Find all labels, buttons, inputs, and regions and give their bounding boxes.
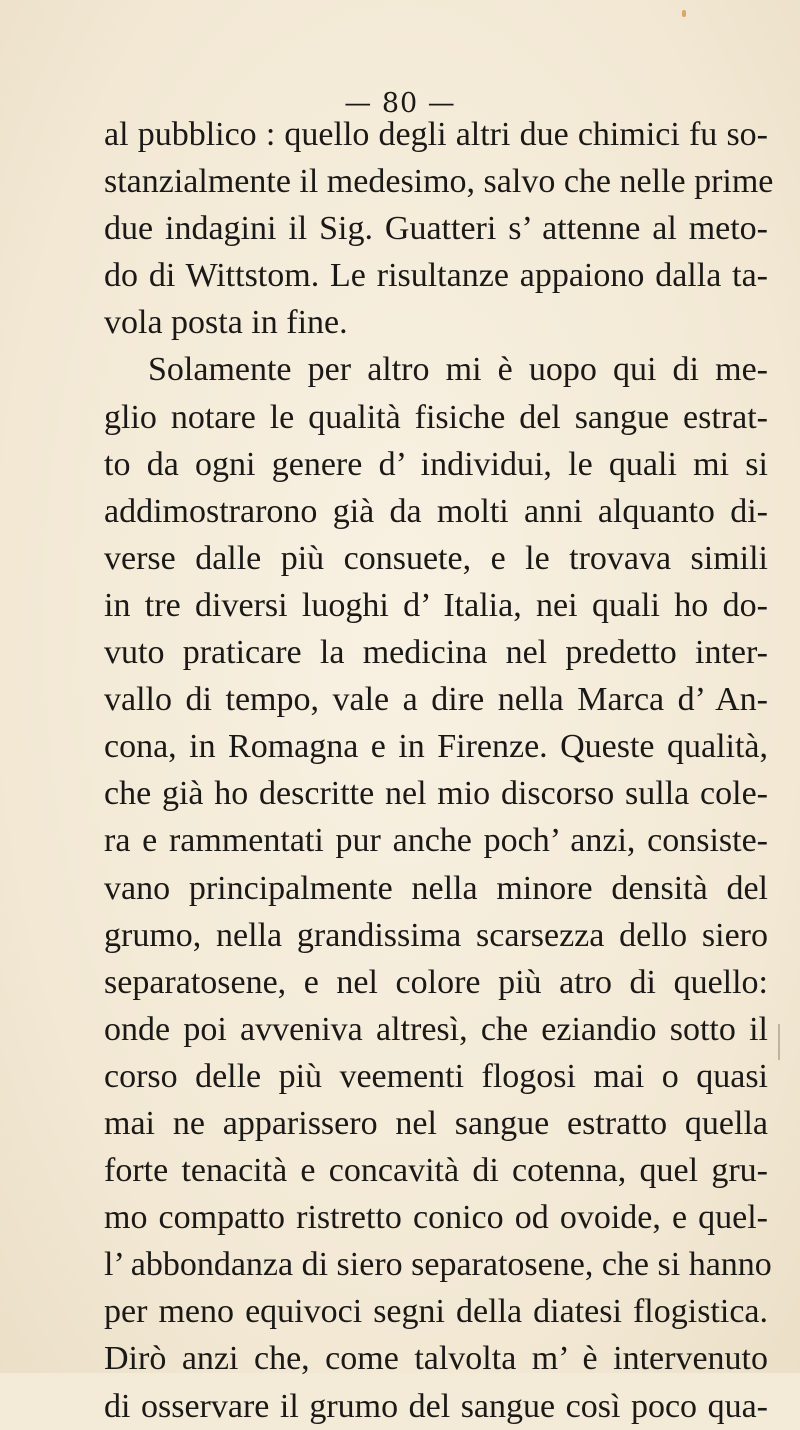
text-line: onde poi avveniva altresì, che eziandio sotto il — [104, 1010, 768, 1048]
paper-edge-mark — [778, 1024, 780, 1060]
text-line: do di Wittstom. Le risultanze appaiono dalla ta- — [104, 257, 768, 295]
text-line: ra e rammentati pur anche poch’ anzi, consiste- — [104, 822, 768, 860]
text-line: vano principalmente nella minore densità del — [104, 869, 768, 907]
text-line: due indagini il Sig. Guatteri s’ attenne al meto- — [104, 210, 768, 248]
text-line: per meno equivoci segni della diatesi flogistica. — [104, 1293, 768, 1331]
text-line: forte tenacità e concavità di cotenna, quel gru- — [104, 1152, 768, 1190]
text-line: mo compatto ristretto conico od ovoide, e quel- — [104, 1199, 768, 1237]
text-line: verse dalle più consuete, e le trovava simili — [104, 539, 768, 577]
text-line: grumo, nella grandissima scarsezza dello siero — [104, 916, 768, 954]
text-line: mai ne apparissero nel sangue estratto quella — [104, 1104, 768, 1142]
text-line: Dirò anzi che, come talvolta m’ è intervenuto — [104, 1340, 768, 1378]
text-line: l’ abbondanza di siero separatosene, che si hanno — [104, 1246, 772, 1284]
text-line: separatosene, e nel colore più atro di quello: — [104, 963, 768, 1001]
text-line: vuto praticare la medicina nel predetto inter- — [104, 634, 768, 672]
text-line: glio notare le qualità fisiche del sangue estrat- — [104, 398, 768, 436]
text-line: stanzialmente il medesimo, salvo che nelle prime — [104, 163, 774, 201]
text-line: to da ogni genere d’ individui, le quali mi si — [104, 445, 768, 483]
text-line: di osservare il grumo del sangue così poco qua- — [104, 1387, 768, 1425]
page-number: — 80 — — [344, 88, 456, 119]
text-line: Solamente per altro mi è uopo qui di me- — [148, 351, 768, 389]
text-line: che già ho descritte nel mio discorso sulla cole- — [104, 775, 768, 813]
text-line: al pubblico : quello degli altri due chimici fu so- — [104, 116, 768, 153]
text-line: in tre diversi luoghi d’ Italia, nei quali ho do- — [104, 586, 768, 624]
text-line: corso delle più veementi flogosi mai o quasi — [104, 1057, 768, 1095]
text-line: vola posta in fine. — [104, 304, 348, 342]
text-line: vallo di tempo, vale a dire nella Marca d’ An- — [104, 681, 768, 719]
text-line: cona, in Romagna e in Firenze. Queste qualità, — [104, 728, 768, 766]
body-text — [104, 111, 774, 1430]
text-line: addimostrarono già da molti anni alquanto di- — [104, 492, 768, 530]
paper-speck — [682, 10, 686, 17]
